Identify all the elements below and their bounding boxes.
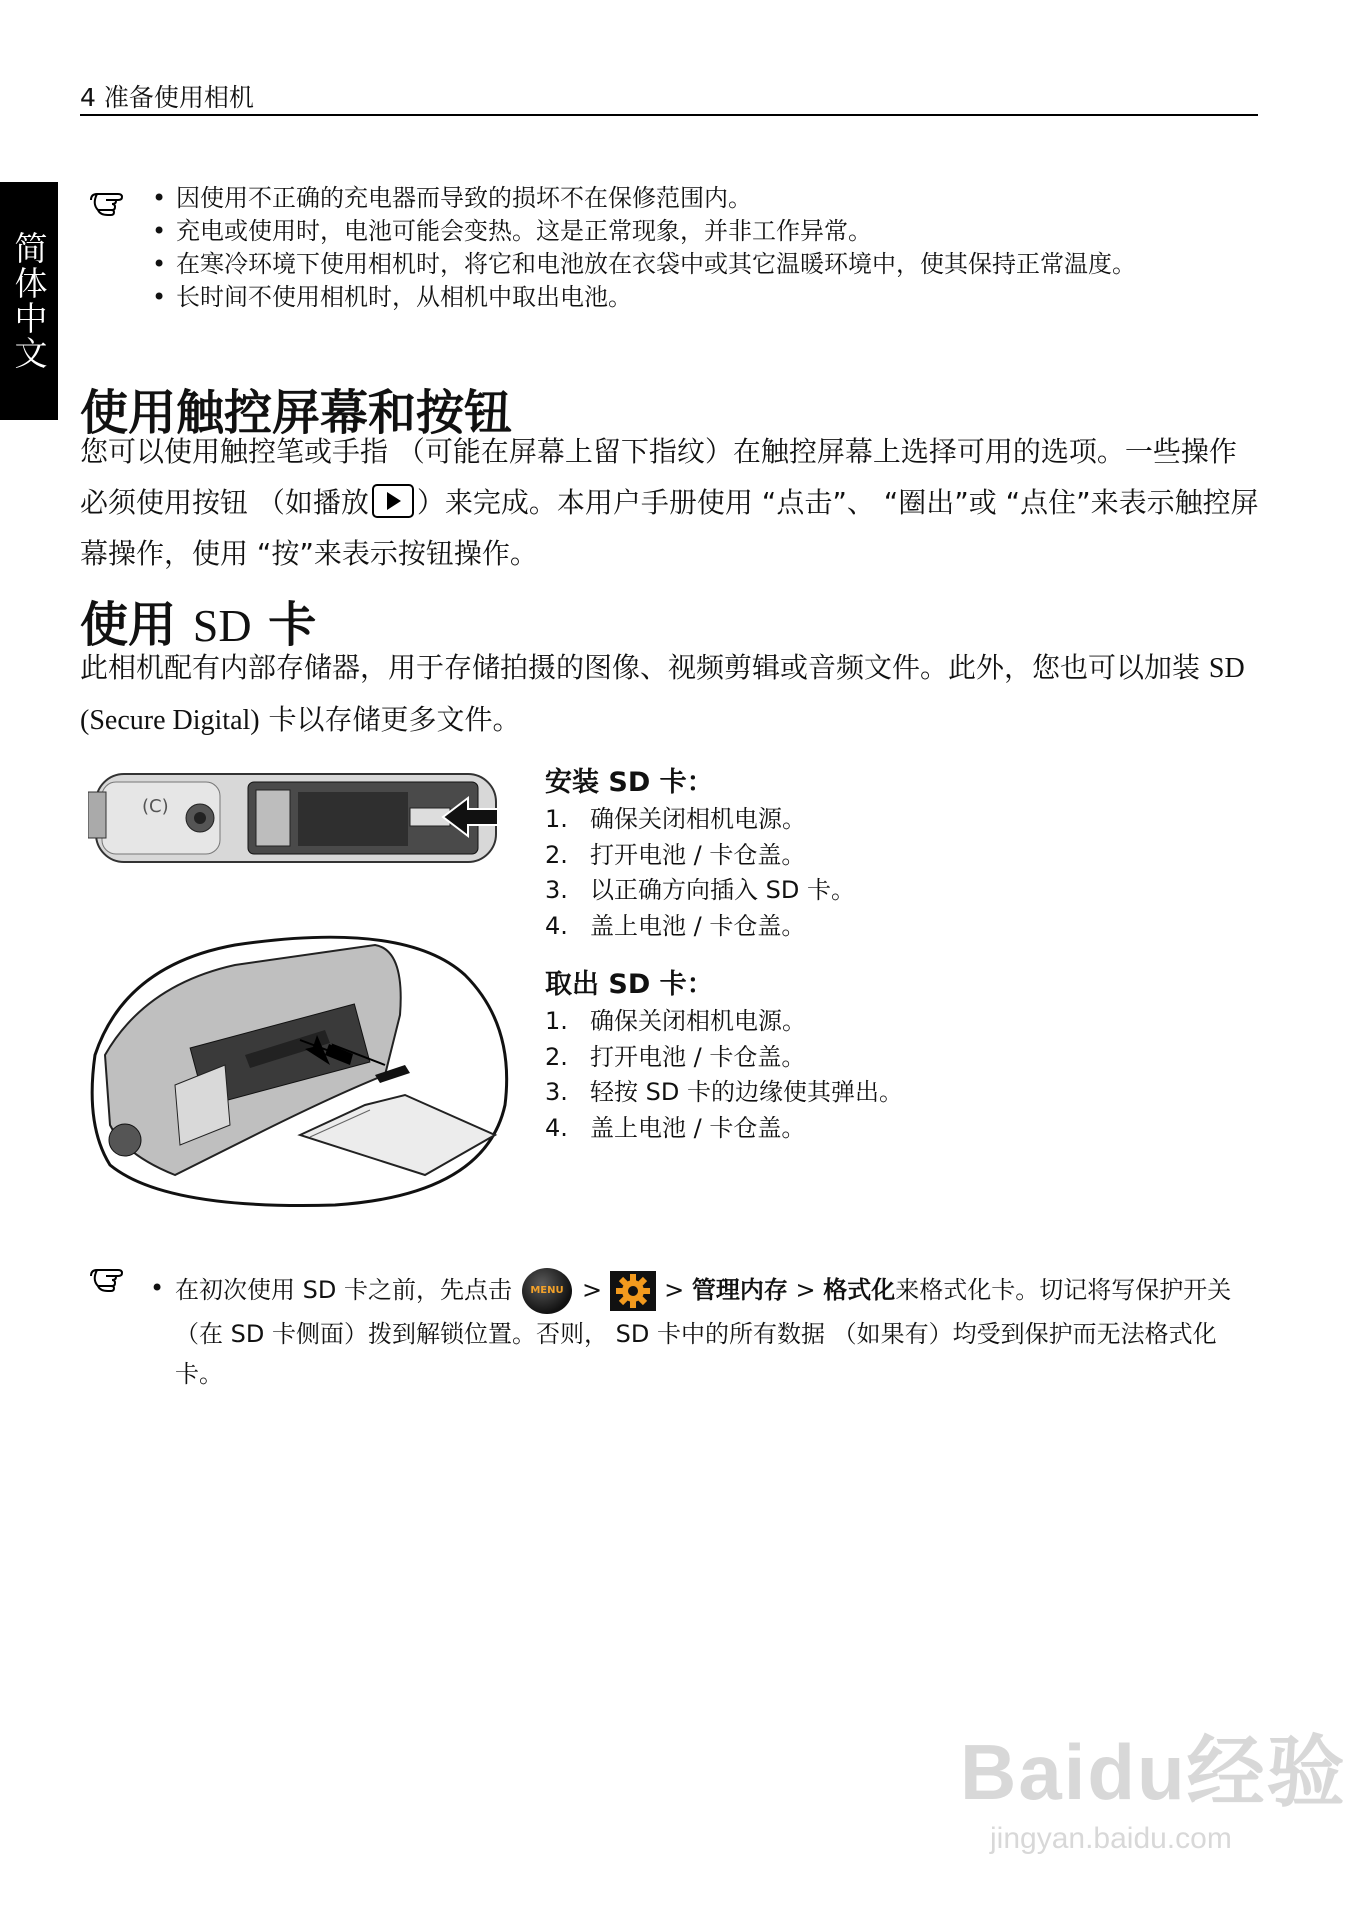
camera-insert-illustration bbox=[88, 768, 508, 868]
note-bullet-list bbox=[150, 182, 1260, 314]
remove-title: 取出 SD 卡： bbox=[545, 969, 714, 1000]
note2-text-b: 来格式化卡。切记将写保护开关 （在 SD 卡侧面）拨到解锁位置。否则， SD 卡中的所有数据 （如果有）均受到保护而无法格式化卡。 bbox=[175, 1276, 1232, 1388]
step-text: 打开电池 / 卡仓盖。 bbox=[590, 840, 806, 869]
step-text: 盖上电池 / 卡仓盖。 bbox=[590, 911, 806, 940]
sd-para-latin: SD (Secure Digital) bbox=[80, 653, 1245, 736]
step-number: 1. bbox=[545, 805, 568, 833]
language-tab: 简体中文 bbox=[0, 182, 58, 420]
sd-para-text-2: 卡以存储更多文件。 bbox=[268, 703, 521, 736]
sd-para-text-1: 此相机配有内部存储器，用于存储拍摄的图像、视频剪辑或音频文件。此外，您也可以加装 bbox=[80, 651, 1201, 684]
path-separator: > bbox=[664, 1276, 685, 1304]
header-divider bbox=[80, 114, 1258, 116]
camera-card-slot-illustration bbox=[85, 925, 515, 1210]
watermark-main: Baidu经验 bbox=[960, 1728, 1347, 1816]
section-title-touch: 使用触控屏幕和按钮 bbox=[80, 385, 513, 441]
play-button-icon bbox=[372, 484, 414, 518]
remove-steps bbox=[545, 1004, 1245, 1146]
step-number: 3. bbox=[545, 1078, 568, 1106]
step-number: 2. bbox=[545, 1042, 568, 1071]
install-title: 安装 SD 卡： bbox=[545, 767, 714, 798]
list-item bbox=[545, 1075, 1245, 1111]
manage-memory-label: 管理内存 bbox=[691, 1276, 788, 1304]
path-separator: > bbox=[581, 1276, 603, 1304]
sd-title-cn: 使用 bbox=[80, 597, 177, 653]
step-number: 4. bbox=[545, 1113, 568, 1142]
note-bullet: • 充电或使用时，电池可能会变热。这是正常现象，并非工作异常。 bbox=[150, 215, 1260, 248]
pointing-hand-icon bbox=[88, 188, 132, 218]
touch-para-text-1: 您可以使用触控笔或手指 （可能在屏幕上留下指纹）在触控屏幕上选择可用的选项。一些操作必须使用按钮 （如播放 bbox=[80, 435, 1237, 519]
step-text: 确保关闭相机电源。 bbox=[590, 1007, 806, 1035]
step-text: 打开电池 / 卡仓盖。 bbox=[590, 1042, 806, 1071]
sd-paragraph bbox=[80, 642, 1255, 746]
sd-title-end: 卡 bbox=[268, 597, 317, 653]
svg-text:(C): (C) bbox=[142, 796, 169, 817]
list-item bbox=[545, 909, 1245, 945]
path-separator: > bbox=[795, 1276, 816, 1304]
note2-text-a: 在初次使用 SD 卡之前，先点击 bbox=[175, 1276, 512, 1304]
note-bullet: • 因使用不正确的充电器而导致的损坏不在保修范围内。 bbox=[150, 182, 1260, 215]
step-text: 盖上电池 / 卡仓盖。 bbox=[590, 1113, 806, 1142]
note-bullet: • 长时间不使用相机时，从相机中取出电池。 bbox=[150, 281, 1260, 314]
list-item bbox=[545, 1111, 1245, 1147]
menu-button-icon: MENU bbox=[522, 1268, 572, 1314]
note-bullet: • 在寒冷环境下使用相机时，将它和电池放在衣袋中或其它温暖环境中，使其保持正常温度。 bbox=[150, 248, 1260, 281]
baidu-watermark bbox=[960, 1710, 1347, 1856]
step-text: 确保关闭相机电源。 bbox=[590, 805, 806, 833]
note2-text bbox=[175, 1268, 1260, 1394]
step-number: 1. bbox=[545, 1007, 568, 1035]
list-item bbox=[545, 873, 1245, 909]
touch-paragraph bbox=[80, 426, 1260, 579]
step-number: 4. bbox=[545, 911, 568, 940]
step-number: 3. bbox=[545, 876, 568, 904]
settings-gear-icon bbox=[610, 1271, 656, 1311]
format-label: 格式化 bbox=[823, 1276, 896, 1304]
list-item bbox=[545, 1040, 1245, 1076]
list-item bbox=[545, 838, 1245, 874]
note2-bullet-dot: • bbox=[150, 1274, 165, 1302]
page-header: 4 准备使用相机 bbox=[80, 83, 254, 112]
step-text: 轻按 SD 卡的边缘使其弹出。 bbox=[590, 1078, 903, 1106]
watermark-sub: jingyan.baidu.com bbox=[990, 1822, 1232, 1855]
list-item bbox=[545, 1004, 1245, 1040]
touch-para-text-2: ）来完成。本用户手册使用 “点击”、 “圈出”或 “点住”来表示触控屏幕操作，使用 “按”来表示按钮操作。 bbox=[80, 486, 1259, 570]
step-number: 2. bbox=[545, 840, 568, 869]
install-steps bbox=[545, 802, 1245, 944]
list-item bbox=[545, 802, 1245, 838]
sd-title-latin: SD bbox=[192, 600, 252, 651]
step-text: 以正确方向插入 SD 卡。 bbox=[590, 876, 855, 904]
pointing-hand-icon bbox=[88, 1264, 132, 1294]
